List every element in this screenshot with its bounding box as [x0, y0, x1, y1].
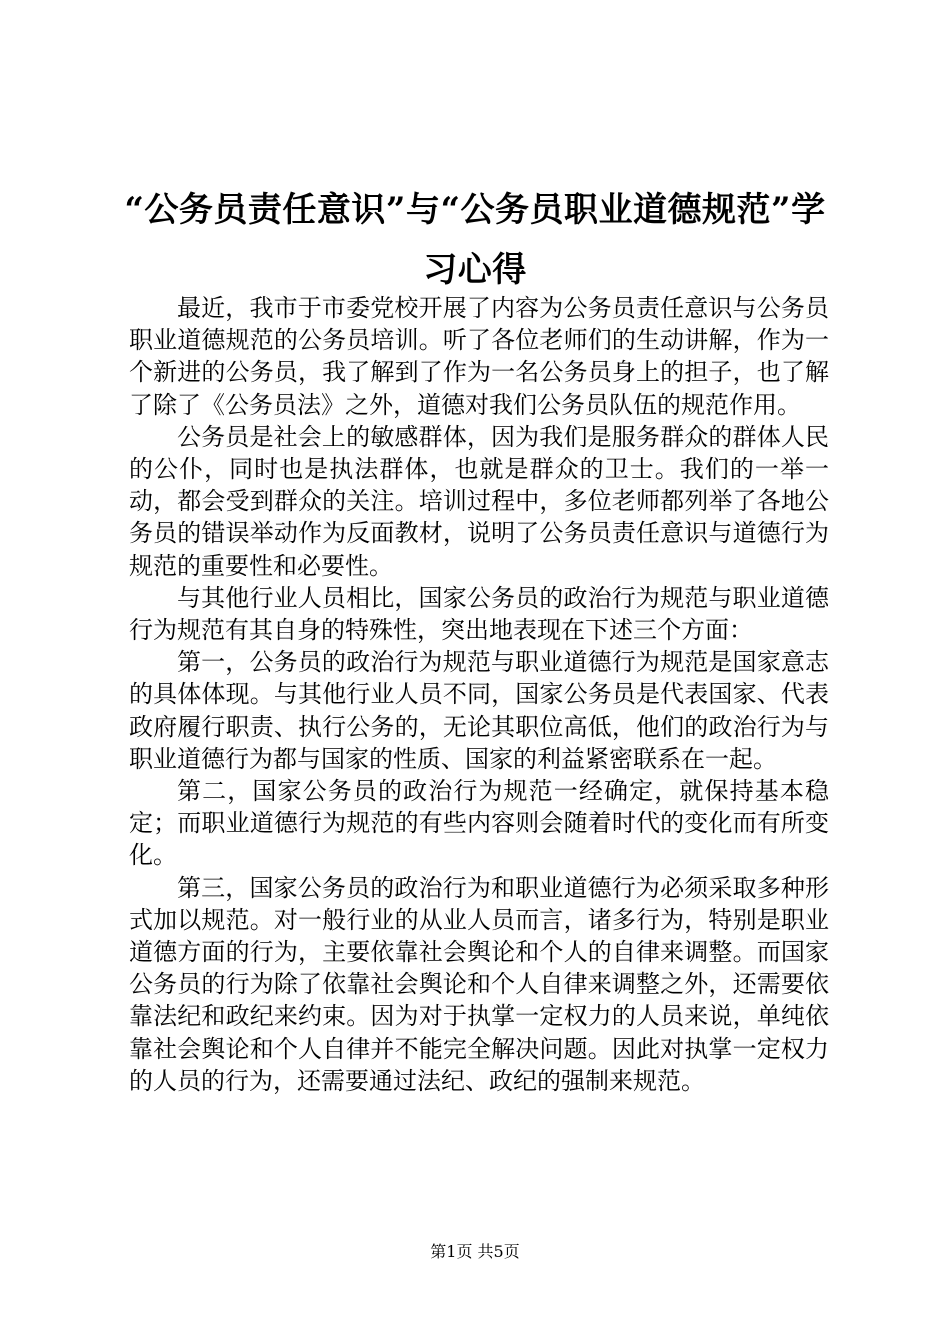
page-number-footer: 第1页 共5页	[430, 1242, 520, 1261]
paragraph-third-point: 第三，国家公务员的政治行为和职业道德行为必须采取多种形式加以规范。对一般行业的从业人员而言，诸多行为，特别是职业道德方面的行为，主要依靠社会舆论和个人的自律来调整。而国家公务员的行为除了依靠社会舆论和个人自律来调整之外，还需要依靠法纪和政纪来约束。因为对于执掌一定权力的人员来说，单纯依靠社会舆论和个人自律并不能完全解决问题。因此对执掌一定权力的人员的行为，还需要通过法纪、政纪的强制来规范。	[129, 873, 829, 1095]
document-body	[129, 292, 829, 1097]
paragraph-first-point: 第一，公务员的政治行为规范与职业道德行为规范是国家意志的具体体现。与其他行业人员不同，国家公务员是代表国家、代表政府履行职责、执行公务的，无论其职位高低，他们的政治行为与职业道德行为都与国家的性质、国家的利益紧密联系在一起。	[129, 648, 829, 773]
paragraph-three-aspects: 与其他行业人员相比，国家公务员的政治行为规范与职业道德行为规范有其自身的特殊性，突出地表现在下述三个方面：	[129, 583, 829, 645]
paragraph-intro: 最近，我市于市委党校开展了内容为公务员责任意识与公务员职业道德规范的公务员培训。听了各位老师们的生动讲解，作为一个新进的公务员，我了解到了作为一名公务员身上的担子，也了解了除了《公务员法》之外，道德对我们公务员队伍的规范作用。	[129, 294, 829, 419]
document-title: “公务员责任意识”与“公务员职业道德规范”学习心得	[124, 190, 826, 290]
paragraph-sensitive-group: 公务员是社会上的敏感群体，因为我们是服务群众的群体人民的公仆，同时也是执法群体，也就是群众的卫士。我们的一举一动，都会受到群众的关注。培训过程中，多位老师都列举了各地公务员的错误举动作为反面教材，说明了公务员责任意识与道德行为规范的重要性和必要性。	[129, 422, 829, 580]
paragraph-second-point: 第二，国家公务员的政治行为规范一经确定，就保持基本稳定；而职业道德行为规范的有些内容则会随着时代的变化而有所变化。	[129, 777, 829, 870]
